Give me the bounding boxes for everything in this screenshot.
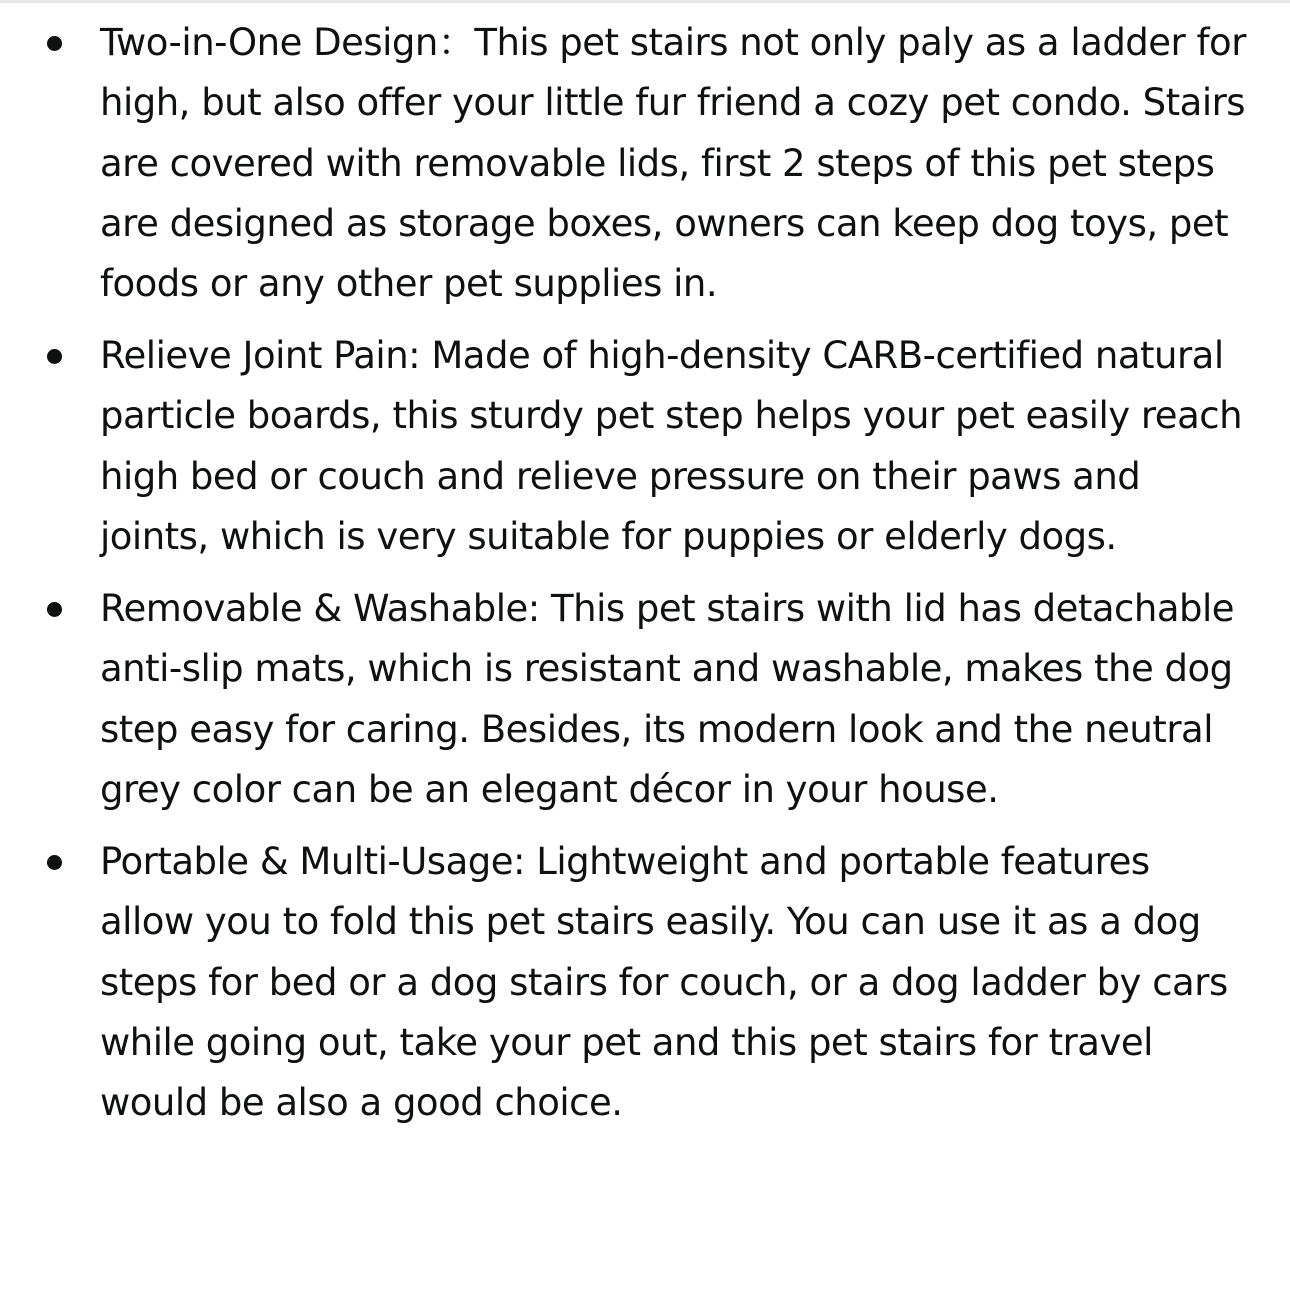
bullet-icon — [47, 855, 62, 870]
feature-item-joint-pain — [0, 326, 1290, 567]
feature-text: Removable & Washable: This pet stairs with lid has detachable anti-slip mats, which is resistant and washable, makes the dog step easy for caring. Besides, its modern look and the neutral grey color can be an elegant décor in your house. — [100, 587, 1235, 811]
bullet-icon — [47, 602, 62, 617]
feature-item-two-in-one — [0, 13, 1290, 314]
feature-item-portable — [0, 832, 1290, 1133]
feature-text: Relieve Joint Pain: Made of high-density CARB-certified natural particle boards, this sturdy pet step helps your pet easily reach high bed or couch and relieve pressure on their paws and joints, which is very suitable for puppies or elderly dogs. — [100, 334, 1243, 559]
product-feature-list — [0, 13, 1290, 1145]
feature-text: Portable & Multi-Usage: Lightweight and portable features allow you to fold this pet stairs easily. You can use it as a dog steps for bed or a dog stairs for couch, or a dog ladder by cars while going out, take your pet and this pet stairs for travel would be also a good choice. — [100, 839, 1228, 1125]
bullet-icon — [47, 36, 62, 51]
bullet-icon — [47, 349, 62, 364]
top-divider — [0, 0, 1290, 3]
feature-text: Two-in-One Design：This pet stairs not only paly as a ladder for high, but also offer your little fur friend a cozy pet condo. Stairs are covered with removable lids, first 2 steps of this pet steps are designed as storage boxes, owners can keep dog toys, pet foods or any other pet supplies in. — [100, 21, 1246, 306]
feature-item-washable — [0, 579, 1290, 820]
